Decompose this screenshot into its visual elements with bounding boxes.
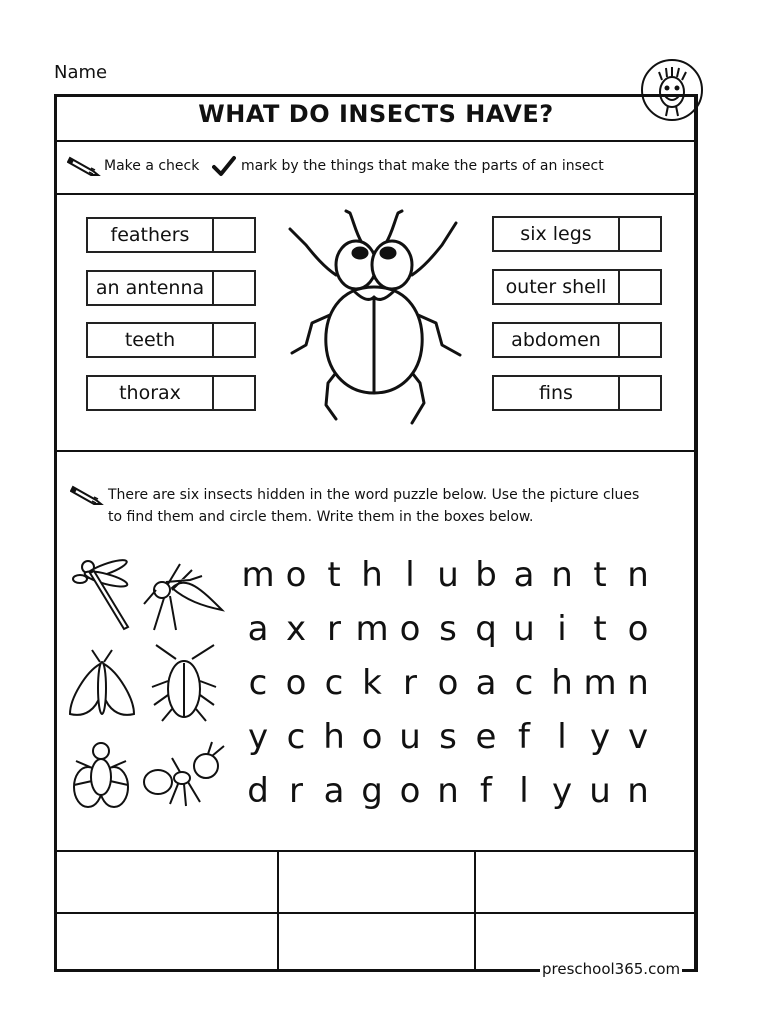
answer-box[interactable] bbox=[477, 853, 695, 911]
divider bbox=[54, 193, 698, 195]
checkmark-icon bbox=[212, 155, 236, 177]
grid-letter[interactable]: q bbox=[475, 609, 497, 649]
page-title: WHAT DO INSECTS HAVE? bbox=[198, 100, 554, 128]
option-label: teeth bbox=[88, 324, 214, 356]
grid-letter[interactable]: r bbox=[327, 609, 341, 649]
grid-letter[interactable]: u bbox=[399, 717, 421, 757]
cockroach-icon bbox=[148, 643, 220, 723]
check-box[interactable] bbox=[214, 272, 254, 304]
option-label: an antenna bbox=[88, 272, 214, 304]
grid-row bbox=[238, 555, 668, 599]
check-box[interactable] bbox=[214, 219, 254, 251]
answer-box[interactable] bbox=[280, 853, 473, 911]
grid-letter[interactable]: a bbox=[513, 555, 535, 595]
pencil-icon bbox=[67, 154, 101, 178]
grid-letter[interactable]: o bbox=[399, 771, 421, 811]
pencil-icon bbox=[70, 483, 104, 507]
grid-letter[interactable]: u bbox=[513, 609, 535, 649]
grid-letter[interactable]: o bbox=[285, 555, 307, 595]
answer-grid-line bbox=[54, 912, 698, 914]
grid-letter[interactable]: o bbox=[627, 609, 649, 649]
option-box-six-legs[interactable] bbox=[492, 216, 662, 252]
grid-letter[interactable]: n bbox=[627, 663, 649, 703]
moth-icon bbox=[66, 648, 138, 724]
grid-letter[interactable]: i bbox=[557, 609, 567, 649]
grid-letter[interactable]: o bbox=[437, 663, 459, 703]
grid-letter[interactable]: v bbox=[627, 717, 649, 757]
grid-letter[interactable]: y bbox=[247, 717, 269, 757]
divider bbox=[54, 140, 698, 142]
grid-letter[interactable]: a bbox=[475, 663, 497, 703]
grid-letter[interactable]: r bbox=[289, 771, 303, 811]
grid-row bbox=[238, 609, 668, 653]
housefly-icon bbox=[70, 737, 132, 813]
option-box-fins[interactable] bbox=[492, 375, 662, 411]
grid-letter[interactable]: a bbox=[247, 609, 269, 649]
check-box[interactable] bbox=[620, 377, 660, 409]
option-box-teeth[interactable] bbox=[86, 322, 256, 358]
grid-letter[interactable]: l bbox=[405, 555, 415, 595]
grid-row bbox=[238, 717, 668, 761]
grid-letter[interactable]: y bbox=[551, 771, 573, 811]
grid-letter[interactable]: u bbox=[589, 771, 611, 811]
answer-box[interactable] bbox=[57, 915, 276, 969]
grid-letter[interactable]: n bbox=[627, 555, 649, 595]
instruction-line-2: to find them and circle them. Write them in the boxes below. bbox=[108, 509, 534, 525]
option-label: abdomen bbox=[494, 324, 620, 356]
option-box-thorax[interactable] bbox=[86, 375, 256, 411]
instruction-check-before: Make a check bbox=[104, 158, 200, 174]
instruction-line-1: There are six insects hidden in the word puzzle below. Use the picture clues bbox=[108, 487, 640, 503]
grid-letter[interactable]: l bbox=[557, 717, 567, 757]
option-box-feathers[interactable] bbox=[86, 217, 256, 253]
grid-letter[interactable]: n bbox=[627, 771, 649, 811]
grid-letter[interactable]: h bbox=[323, 717, 345, 757]
check-box[interactable] bbox=[620, 271, 660, 303]
grid-letter[interactable]: c bbox=[514, 663, 534, 703]
grid-letter[interactable]: d bbox=[247, 771, 269, 811]
answer-box[interactable] bbox=[280, 915, 473, 969]
grid-letter[interactable]: t bbox=[593, 609, 607, 649]
answer-grid-line bbox=[54, 850, 698, 852]
grid-letter[interactable]: n bbox=[551, 555, 573, 595]
check-box[interactable] bbox=[620, 218, 660, 250]
grid-row bbox=[238, 663, 668, 707]
grid-letter[interactable]: f bbox=[480, 771, 492, 811]
grid-letter[interactable]: c bbox=[324, 663, 344, 703]
grid-letter[interactable]: c bbox=[286, 717, 306, 757]
grid-letter[interactable]: s bbox=[439, 717, 457, 757]
word-search-grid bbox=[238, 555, 668, 815]
grid-letter[interactable]: c bbox=[248, 663, 268, 703]
grid-letter[interactable]: m bbox=[583, 663, 617, 703]
dragonfly-icon bbox=[70, 555, 132, 635]
answer-box[interactable] bbox=[57, 853, 276, 911]
grid-letter[interactable]: g bbox=[361, 771, 383, 811]
grid-letter[interactable]: f bbox=[518, 717, 530, 757]
beetle-icon bbox=[284, 205, 464, 430]
mosquito-icon bbox=[142, 560, 226, 632]
grid-letter[interactable]: e bbox=[475, 717, 497, 757]
option-label: fins bbox=[494, 377, 620, 409]
divider bbox=[54, 450, 698, 452]
grid-letter[interactable]: h bbox=[361, 555, 383, 595]
grid-letter[interactable]: y bbox=[589, 717, 611, 757]
grid-row bbox=[238, 771, 668, 815]
option-box-antenna[interactable] bbox=[86, 270, 256, 306]
grid-letter[interactable]: t bbox=[593, 555, 607, 595]
ant-icon bbox=[142, 740, 226, 812]
grid-letter[interactable]: x bbox=[285, 609, 307, 649]
instruction-check-after: mark by the things that make the parts of an insect bbox=[241, 158, 604, 174]
check-box[interactable] bbox=[214, 377, 254, 409]
grid-letter[interactable]: n bbox=[437, 771, 459, 811]
footer-site: preschool365.com bbox=[542, 960, 681, 978]
grid-letter[interactable]: h bbox=[551, 663, 573, 703]
grid-letter[interactable]: o bbox=[361, 717, 383, 757]
grid-letter[interactable]: r bbox=[403, 663, 417, 703]
answer-grid-line bbox=[277, 850, 279, 970]
grid-letter[interactable]: k bbox=[362, 663, 382, 703]
option-label: thorax bbox=[88, 377, 214, 409]
grid-letter[interactable]: o bbox=[285, 663, 307, 703]
option-label: six legs bbox=[494, 218, 620, 250]
option-label: outer shell bbox=[494, 271, 620, 303]
grid-letter[interactable]: a bbox=[323, 771, 345, 811]
grid-letter[interactable]: l bbox=[519, 771, 529, 811]
grid-letter[interactable]: m bbox=[241, 555, 275, 595]
grid-letter[interactable]: b bbox=[475, 555, 497, 595]
grid-letter[interactable]: m bbox=[355, 609, 389, 649]
option-label: feathers bbox=[88, 219, 214, 251]
grid-letter[interactable]: o bbox=[399, 609, 421, 649]
grid-letter[interactable]: u bbox=[437, 555, 459, 595]
grid-letter[interactable]: t bbox=[327, 555, 341, 595]
answer-grid-line bbox=[474, 850, 476, 970]
option-box-abdomen[interactable] bbox=[492, 322, 662, 358]
option-box-outer-shell[interactable] bbox=[492, 269, 662, 305]
grid-letter[interactable]: s bbox=[439, 609, 457, 649]
name-label: Name bbox=[54, 62, 108, 83]
check-box[interactable] bbox=[620, 324, 660, 356]
check-box[interactable] bbox=[214, 324, 254, 356]
